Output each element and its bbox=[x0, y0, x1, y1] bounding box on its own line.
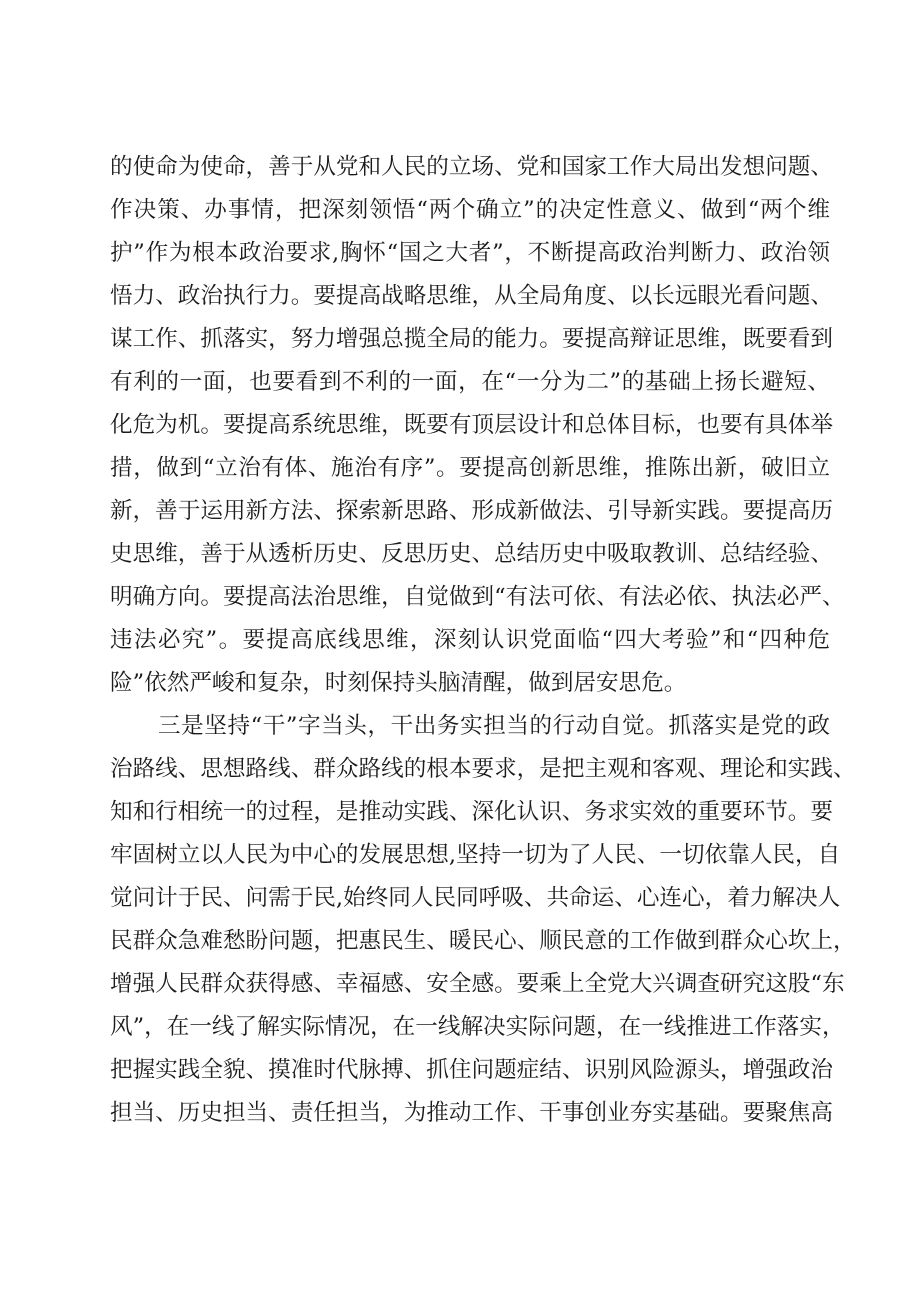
text-line: 化危为机。要提高系统思维，既要有顶层设计和总体目标，也要有具体举 bbox=[110, 412, 833, 438]
text-line: 风”，在一线了解实际情况，在一线解决实际问题，在一线推进工作落实， bbox=[110, 1014, 845, 1040]
text-line: 的使命为使命，善于从党和人民的立场、党和国家工作大局出发想问题、 bbox=[110, 154, 833, 180]
text-line: 悟力、政治执行力。要提高战略思维，从全局角度、以长远眼光看问题、 bbox=[110, 283, 833, 309]
document-body bbox=[110, 146, 856, 1135]
text-line: 谋工作、抓落实，努力增强总揽全局的能力。要提高辩证思维，既要看到 bbox=[110, 326, 833, 352]
text-line: 措，做到“立治有体、施治有序”。要提高创新思维，推陈出新，破旧立 bbox=[110, 455, 830, 481]
text-line: 担当、历史担当、责任担当，为推动工作、干事创业夯实基础。要聚焦高 bbox=[110, 1100, 833, 1126]
text-line: 知和行相统一的过程，是推动实践、深化认识、务求实效的重要环节。要 bbox=[110, 799, 833, 825]
paragraph-1 bbox=[110, 146, 845, 705]
paragraph-2 bbox=[110, 705, 856, 1135]
text-line: 把握实践全貌、摸准时代脉搏、抓住问题症结、识别风险源头，增强政治 bbox=[110, 1057, 833, 1083]
text-line: 史思维，善于从透析历史、反思历史、总结历史中吸取教训、总结经验、 bbox=[110, 541, 833, 567]
text-line: 违法必究”。要提高底线思维，深刻认识党面临“四大考验”和“四种危 bbox=[110, 627, 830, 653]
text-line: 作决策、办事情，把深刻领悟“两个确立”的决定性意义、做到“两个维 bbox=[110, 197, 830, 223]
text-line: 治路线、思想路线、群众路线的根本要求，是把主观和客观、理论和实践、 bbox=[110, 756, 856, 782]
text-line: 险”依然严峻和复杂，时刻保持头脑清醒，做到居安思危。 bbox=[110, 670, 687, 696]
text-line: 新，善于运用新方法、探索新思路、形成新做法、引导新实践。要提高历 bbox=[110, 498, 833, 524]
text-line: 护”作为根本政治要求,胸怀“国之大者”，不断提高政治判断力、政治领 bbox=[110, 240, 830, 266]
text-line: 明确方向。要提高法治思维，自觉做到“有法可依、有法必依、执法必严、 bbox=[110, 584, 845, 610]
text-line: 牢固树立以人民为中心的发展思想,坚持一切为了人民、一切依靠人民，自 bbox=[110, 842, 841, 868]
text-line: 民群众急难愁盼问题，把惠民生、暖民心、顺民意的工作做到群众心坎上， bbox=[110, 928, 856, 954]
text-line: 增强人民群众获得感、幸福感、安全感。要乘上全党大兴调查研究这股“东 bbox=[110, 971, 845, 997]
text-line: 有利的一面，也要看到不利的一面，在“一分为二”的基础上扬长避短、 bbox=[110, 369, 830, 395]
text-line: 觉问计于民、问需于民,始终同人民同呼吸、共命运、心连心，着力解决人 bbox=[110, 885, 841, 911]
text-line: 三是坚持“干”字当头，干出务实担当的行动自觉。抓落实是党的政 bbox=[158, 713, 830, 739]
